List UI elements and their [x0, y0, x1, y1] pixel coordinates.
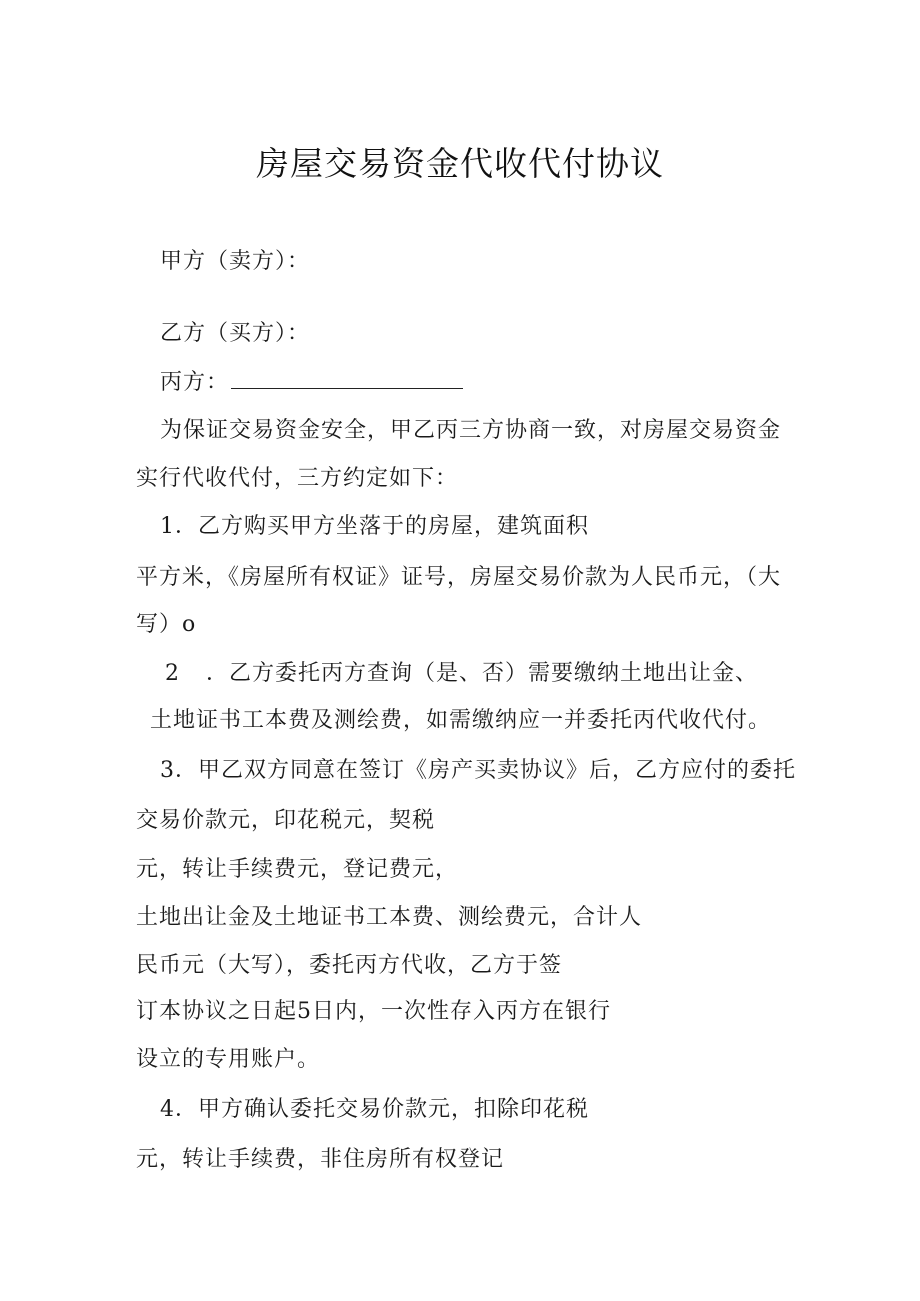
clause-1-line-1: 1．乙方购买甲方坐落于的房屋，建筑面积 — [160, 514, 589, 539]
clause-4-line-2: 元，转让手续费，非住房所有权登记 — [136, 1147, 505, 1172]
party-c-label: 丙方： — [160, 370, 230, 395]
paragraph-intro-line-2: 实行代收代付，三方约定如下： — [136, 466, 459, 491]
clause-3-line-3: 元，转让手续费元，登记费元， — [136, 857, 459, 882]
clause-2-number: 2 — [165, 661, 180, 686]
paragraph-intro-line-1: 为保证交易资金安全，甲乙丙三方协商一致，对房屋交易资金 — [160, 418, 782, 443]
clause-3-line-2: 交易价款元，印花税元，契税 — [136, 808, 436, 833]
clause-2-line-1: ．乙方委托丙方查询（是、否）需要缴纳土地出让金、 — [206, 661, 759, 686]
clause-1-line-2: 平方米，《房屋所有权证》证号，房屋交易价款为人民币元，（大 — [136, 565, 782, 590]
clause-3-line-1: 3．甲乙双方同意在签订《房产买卖协议》后，乙方应付的委托 — [160, 758, 796, 783]
clause-3-line-5: 民币元（大写），委托丙方代收，乙方于签 — [136, 953, 563, 978]
party-b-line: 乙方（买方）： — [160, 321, 311, 346]
clause-4-line-1: 4．甲方确认委托交易价款元，扣除印花税 — [160, 1097, 589, 1122]
clause-3-line-6: 订本协议之日起5日内，一次性存入丙方在银行 — [136, 999, 611, 1024]
party-c-line — [160, 368, 463, 398]
document-title: 房屋交易资金代收代付协议 — [256, 144, 664, 183]
clause-3-line-7: 设立的专用账户。 — [136, 1047, 321, 1072]
clause-2-line-2: 土地证书工本费及测绘费，如需缴纳应一并委托丙代收代付。 — [150, 708, 772, 733]
clause-3-line-4: 土地出让金及土地证书工本费、测绘费元，合计人 — [136, 905, 643, 930]
party-a-line: 甲方（卖方）： — [160, 249, 311, 274]
clause-1-line-3: 写）o — [136, 612, 197, 637]
party-c-blank — [231, 368, 463, 389]
